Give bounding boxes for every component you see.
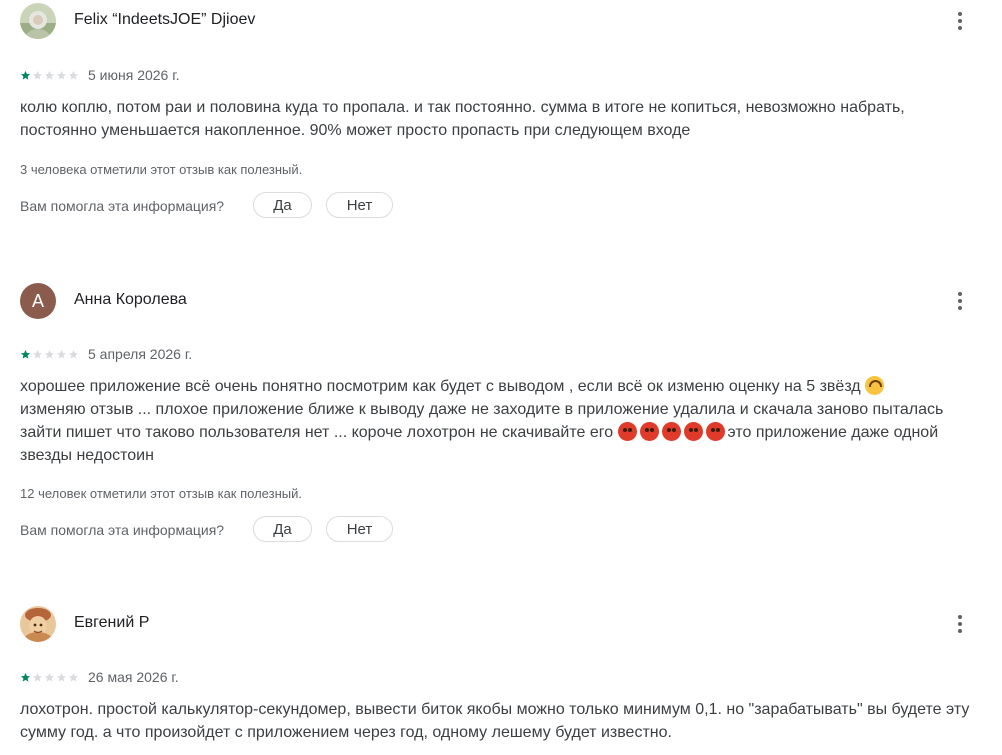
review-text	[20, 96, 980, 142]
star-empty-icon	[32, 349, 43, 360]
star-empty-icon	[32, 70, 43, 81]
helpful-count: 3 человека отметили этот отзыв как полезный.	[20, 162, 303, 177]
more-vert-icon	[958, 12, 962, 16]
star-rating	[20, 672, 79, 683]
review-text	[20, 375, 980, 467]
star-filled-icon	[20, 349, 31, 360]
avatar	[20, 3, 56, 39]
cartoon-avatar-icon	[20, 606, 56, 642]
star-rating	[20, 70, 79, 81]
star-rating	[20, 349, 79, 360]
helpful-question: Вам помогла эта информация?	[20, 198, 225, 214]
helpful-no-button[interactable]: Нет	[326, 516, 393, 542]
star-empty-icon	[32, 672, 43, 683]
avatar: А	[20, 283, 56, 319]
rating-row	[20, 67, 180, 83]
review-date: 26 мая 2026 г.	[88, 669, 179, 685]
review-date: 5 апреля 2026 г.	[88, 346, 193, 362]
star-empty-icon	[68, 349, 79, 360]
helpful-count: 12 человек отметили этот отзыв как полезный.	[20, 486, 302, 501]
star-empty-icon	[44, 70, 55, 81]
review-text-part: лохотрон. простой калькулятор-секундомер, вывести биток якобы можно только минимум 0,1. но "зарабатывать" вы будете эту сумму год. а что произойдет с приложением через год, одному лешему будет известно.	[20, 701, 970, 741]
rating-row	[20, 346, 192, 362]
star-empty-icon	[68, 672, 79, 683]
angry-face-icon	[640, 422, 659, 441]
helpful-yes-button[interactable]: Да	[253, 192, 312, 218]
review-author: Felix “IndeetsJOE” Djioev	[74, 11, 256, 28]
helpful-question: Вам помогла эта информация?	[20, 522, 225, 538]
star-empty-icon	[56, 672, 67, 683]
star-empty-icon	[68, 70, 79, 81]
rating-row	[20, 669, 179, 685]
angry-face-icon	[684, 422, 703, 441]
star-empty-icon	[44, 672, 55, 683]
more-options-button[interactable]	[950, 289, 970, 313]
angry-face-icon	[662, 422, 681, 441]
star-filled-icon	[20, 672, 31, 683]
review-author: Анна Королева	[74, 291, 187, 308]
star-empty-icon	[56, 70, 67, 81]
more-vert-icon	[958, 292, 962, 296]
helpful-no-button[interactable]: Нет	[326, 192, 393, 218]
upside-down-face-icon	[865, 376, 884, 395]
review-text-part: хорошее приложение всё очень понятно посмотрим как будет с выводом , если всё ок изменю оценку на 5 звёзд	[20, 378, 866, 395]
more-options-button[interactable]	[950, 9, 970, 33]
review-text-part: это приложение даже одной звезды недостоин	[20, 424, 939, 464]
more-vert-icon	[958, 615, 962, 619]
star-filled-icon	[20, 70, 31, 81]
angry-face-icon	[618, 422, 637, 441]
review-author: Евгений Р	[74, 614, 150, 631]
user-photo-icon	[20, 3, 56, 39]
angry-face-icon	[706, 422, 725, 441]
star-empty-icon	[56, 349, 67, 360]
more-options-button[interactable]	[950, 612, 970, 636]
review-text-part: изменяю отзыв ... плохое приложение ближе к выводу даже не заходите в приложение удалила и скачала заново пыталась зайти пишет что таково пользователя нет ... короче лохотрон не скачивайте его	[20, 401, 944, 441]
review-text	[20, 698, 980, 744]
star-empty-icon	[44, 349, 55, 360]
review-date: 5 июня 2026 г.	[88, 67, 180, 83]
helpful-yes-button[interactable]: Да	[253, 516, 312, 542]
review-text-part: колю коплю, потом раи и половина куда то пропала. и так постоянно. сумма в итоге не копиться, невозможно набрать, постоянно уменьшается накопленное. 90% может просто пропасть при следующем входе	[20, 99, 905, 139]
avatar	[20, 606, 56, 642]
